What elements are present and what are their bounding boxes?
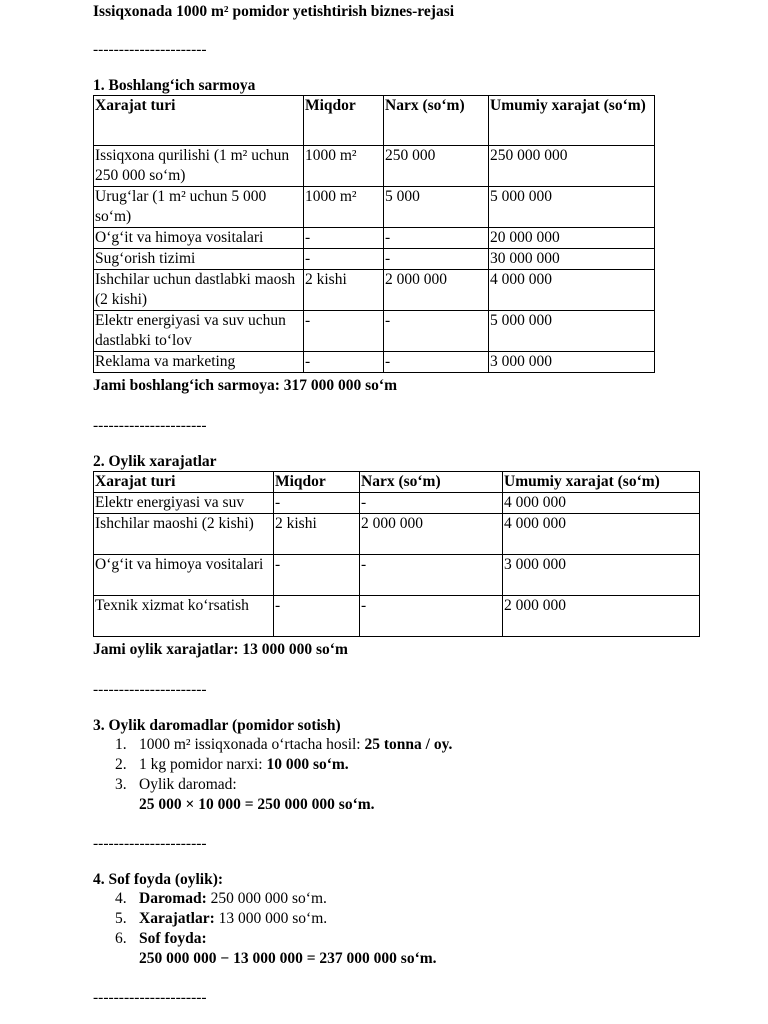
table-row [94, 270, 655, 311]
table-cell: 250 000 000 [489, 146, 655, 187]
header-cell: Narx (so‘m) [384, 96, 489, 146]
table-cell: 2 kishi [304, 270, 384, 311]
section-3-heading: 3. Oylik daromadlar (pomidor sotish) [93, 717, 341, 734]
table-cell: 1000 m² [304, 146, 384, 187]
list-bold-value: 10 000 so‘m. [266, 756, 349, 773]
table-cell: - [274, 493, 360, 514]
table-cell: - [360, 493, 503, 514]
table-cell: - [304, 311, 384, 352]
table-row [94, 249, 655, 270]
table-header-row [94, 472, 700, 493]
list-text: 1 kg pomidor narxi: [139, 756, 267, 773]
table-cell: - [360, 596, 503, 637]
table-cell: Urug‘lar (1 m² uchun 5 000 so‘m) [94, 187, 304, 228]
profit-formula: 250 000 000 − 13 000 000 = 237 000 000 so‘m. [139, 950, 437, 967]
table-cell: 2 000 000 [384, 270, 489, 311]
table-cell: 4 000 000 [503, 514, 700, 555]
table-row [94, 596, 700, 637]
separator: ---------------------- [93, 835, 207, 852]
table-cell: - [384, 249, 489, 270]
header-cell: Narx (so‘m) [360, 472, 503, 493]
table-cell: 2 000 000 [503, 596, 700, 637]
table-row [94, 493, 700, 514]
table-cell: Sug‘orish tizimi [94, 249, 304, 270]
table-cell: 5 000 000 [489, 187, 655, 228]
table-cell: 20 000 000 [489, 228, 655, 249]
list-item [93, 929, 437, 969]
separator: ---------------------- [93, 41, 207, 58]
monthly-expenses-total: Jami oylik xarajatlar: 13 000 000 so‘m [93, 641, 348, 658]
table-cell: 250 000 [384, 146, 489, 187]
header-cell: Umumiy xarajat (so‘m) [503, 472, 700, 493]
monthly-expenses-table [93, 471, 700, 637]
separator: ---------------------- [93, 989, 207, 1006]
table-cell: Ishchilar maoshi (2 kishi) [94, 514, 274, 555]
table-row [94, 228, 655, 249]
list-number: 5. [115, 910, 127, 927]
list-text: 250 000 000 so‘m. [206, 890, 327, 907]
table-cell: Ishchilar uchun dastlabki maosh (2 kishi) [94, 270, 304, 311]
table-cell: - [274, 596, 360, 637]
document-title: Issiqxonada 1000 m² pomidor yetishtirish biznes-rejasi [93, 3, 455, 20]
table-row [94, 555, 700, 596]
table-cell: - [360, 555, 503, 596]
table-cell: O‘g‘it va himoya vositalari [94, 228, 304, 249]
table-cell: 2 000 000 [360, 514, 503, 555]
header-cell: Umumiy xarajat (so‘m) [489, 96, 655, 146]
table-cell: 5 000 [384, 187, 489, 228]
list-item [93, 755, 452, 775]
table-cell: - [384, 352, 489, 373]
header-cell: Xarajat turi [94, 96, 304, 146]
list-number: 4. [115, 890, 127, 907]
initial-investment-total: Jami boshlang‘ich sarmoya: 317 000 000 so‘m [93, 377, 397, 394]
list-label: Sof foyda: [139, 930, 207, 947]
table-cell: - [384, 311, 489, 352]
table-row [94, 311, 655, 352]
list-text: Oylik daromad: [139, 776, 237, 793]
list-text: 13 000 000 so‘m. [214, 910, 328, 927]
income-formula: 25 000 × 10 000 = 250 000 000 so‘m. [139, 796, 375, 813]
section-1-heading: 1. Boshlang‘ich sarmoya [93, 77, 256, 94]
section-4-heading: 4. Sof foyda (oylik): [93, 871, 224, 888]
table-cell: - [304, 352, 384, 373]
net-profit-list [93, 889, 437, 969]
table-cell: 4 000 000 [489, 270, 655, 311]
table-cell: 2 kishi [274, 514, 360, 555]
separator: ---------------------- [93, 417, 207, 434]
table-cell: Texnik xizmat ko‘rsatish [94, 596, 274, 637]
table-cell: 30 000 000 [489, 249, 655, 270]
table-row [94, 514, 700, 555]
separator: ---------------------- [93, 681, 207, 698]
table-cell: 1000 m² [304, 187, 384, 228]
list-number: 6. [115, 930, 127, 947]
table-cell: Issiqxona qurilishi (1 m² uchun 250 000 so‘m) [94, 146, 304, 187]
table-cell: 3 000 000 [489, 352, 655, 373]
table-header-row [94, 96, 655, 146]
table-cell: 4 000 000 [503, 493, 700, 514]
initial-investment-table [93, 95, 655, 373]
list-item [93, 775, 452, 815]
table-cell: O‘g‘it va himoya vositalari [94, 555, 274, 596]
table-cell: Elektr energiyasi va suv [94, 493, 274, 514]
list-text: 1000 m² issiqxonada o‘rtacha hosil: [139, 736, 365, 753]
header-cell: Xarajat turi [94, 472, 274, 493]
header-cell: Miqdor [274, 472, 360, 493]
list-number: 2. [115, 756, 127, 773]
table-cell: Elektr energiyasi va suv uchun dastlabki to‘lov [94, 311, 304, 352]
list-number: 1. [115, 736, 127, 753]
table-cell: - [304, 228, 384, 249]
list-item [93, 889, 437, 909]
list-label: Xarajatlar: [139, 910, 215, 927]
section-2-heading: 2. Oylik xarajatlar [93, 453, 217, 470]
list-item [93, 909, 437, 929]
table-cell: Reklama va marketing [94, 352, 304, 373]
header-cell: Miqdor [304, 96, 384, 146]
list-number: 3. [115, 776, 127, 793]
list-label: Daromad: [139, 890, 207, 907]
monthly-income-list [93, 735, 452, 815]
table-cell: 3 000 000 [503, 555, 700, 596]
table-cell: - [384, 228, 489, 249]
table-cell: 5 000 000 [489, 311, 655, 352]
table-row [94, 187, 655, 228]
table-cell: - [304, 249, 384, 270]
table-row [94, 352, 655, 373]
table-cell: - [274, 555, 360, 596]
list-item [93, 735, 452, 755]
table-row [94, 146, 655, 187]
list-bold-value: 25 tonna / oy. [364, 736, 453, 753]
